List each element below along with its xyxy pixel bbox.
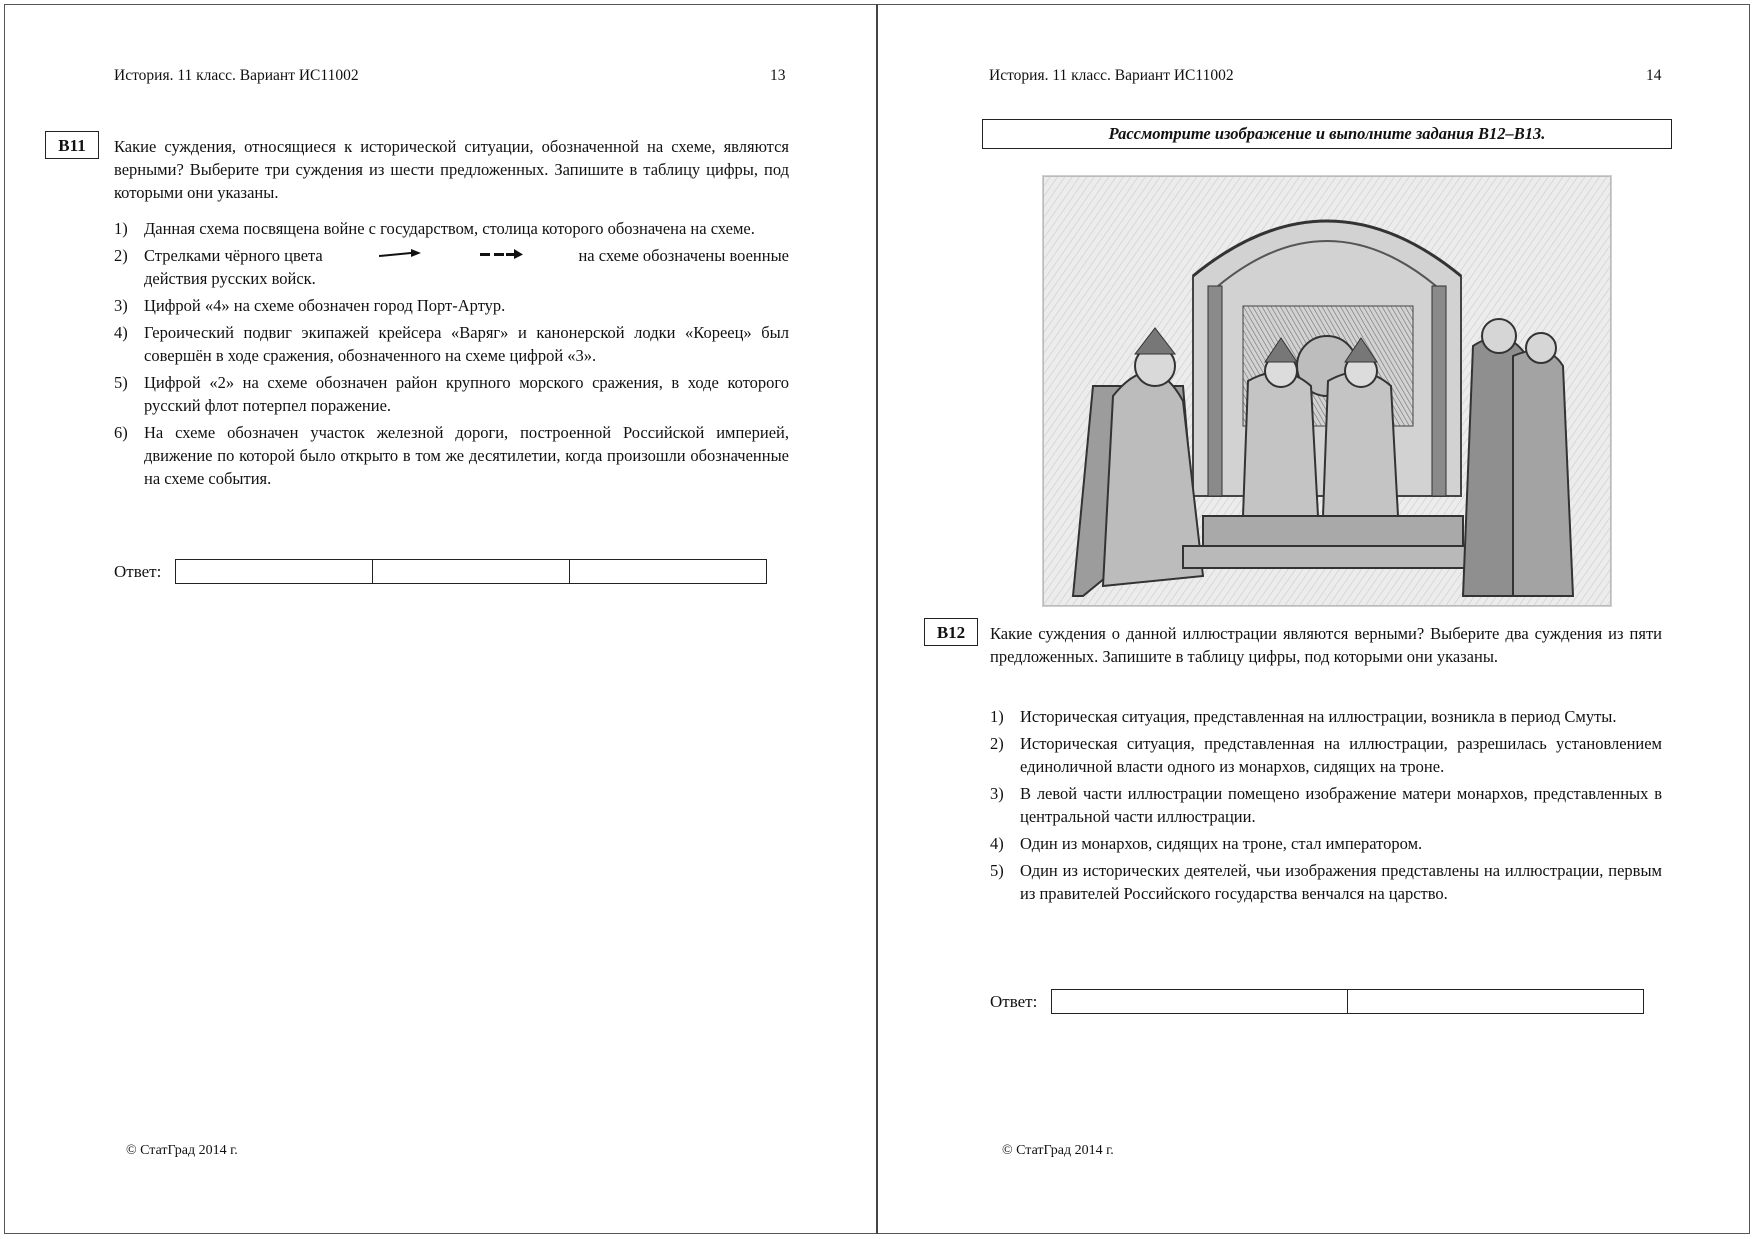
right-page [877,4,1750,1234]
answer-cell[interactable] [373,560,570,583]
option-1: 1) Историческая ситуация, представленная на иллюстрации, возникла в период Смуты. [990,707,1617,726]
option-2: 2) Стрелками чёрного цвета на схеме обозначены военные действия русских войск. [114,246,789,288]
question-label-b12: В12 [924,618,978,646]
answer-label: Ответ: [990,991,1038,1011]
left-page [4,4,877,1234]
option-4: 4) Один из монархов, сидящих на троне, стал императором. [990,834,1423,853]
options-list [114,217,789,494]
page-header: История. 11 класс. Вариант ИС11002 [989,67,1234,84]
historical-illustration [1042,175,1612,607]
dashed-arrow-icon [478,244,524,267]
solid-arrow-icon [377,244,423,267]
page-header: История. 11 класс. Вариант ИС11002 [114,67,359,84]
answer-cell[interactable] [570,560,766,583]
answer-row [114,559,767,584]
question-prompt: Какие суждения, относящиеся к исторической ситуации, обозначенной на схеме, являются верными? Выберите три суждения из шести предложенных. Запишите в таблицу цифры, под которыми они указаны. [114,137,789,202]
answer-cell[interactable] [176,560,373,583]
page-number: 13 [770,67,786,84]
option-2: 2) Историческая ситуация, представленная на иллюстрации, разрешилась установлением единоличной власти одного из монархов, сидящих на троне. [990,734,1662,776]
option-4: 4) Героический подвиг экипажей крейсера «Варяг» и канонерской лодки «Кореец» был совершён в ходе сражения, обозначенного на схеме цифрой «3». [114,323,789,365]
answer-cell[interactable] [1348,990,1643,1013]
instruction-box: Рассмотрите изображение и выполните задания В12–В13. [982,119,1672,149]
question-label-b11: В11 [45,131,99,159]
answer-row [990,989,1644,1014]
option-1: 1) Данная схема посвящена войне с государством, столица которого обозначена на схеме. [114,219,755,238]
page-footer: © СтатГрад 2014 г. [126,1143,238,1158]
option-5: 5) Один из исторических деятелей, чьи изображения представлены на иллюстрации, первым из правителей Российского государства венчался на царство. [990,861,1662,903]
question-prompt: Какие суждения о данной иллюстрации являются верными? Выберите два суждения из пяти предложенных. Запишите в таблицу цифры, под которыми они указаны. [990,624,1662,666]
option-3: 3) В левой части иллюстрации помещено изображение матери монархов, представленных в центральной части иллюстрации. [990,784,1662,826]
engraving-image [1043,176,1611,606]
options-list [990,705,1662,909]
option-5: 5) Цифрой «2» на схеме обозначен район крупного морского сражения, в ходе которого русский флот потерпел поражение. [114,373,789,415]
page-divider [876,4,878,1234]
answer-cell[interactable] [1052,990,1348,1013]
page-footer: © СтатГрад 2014 г. [1002,1143,1114,1158]
option-3: 3) Цифрой «4» на схеме обозначен город Порт-Артур. [114,296,506,315]
answer-table [1051,989,1644,1014]
page-number: 14 [1646,67,1662,84]
answer-table [175,559,767,584]
answer-label: Ответ: [114,561,162,581]
option-6: 6) На схеме обозначен участок железной дороги, построенной Российской империей, движение по которой было открыто в том же десятилетии, когда произошли обозначенные на схеме события. [114,423,789,488]
